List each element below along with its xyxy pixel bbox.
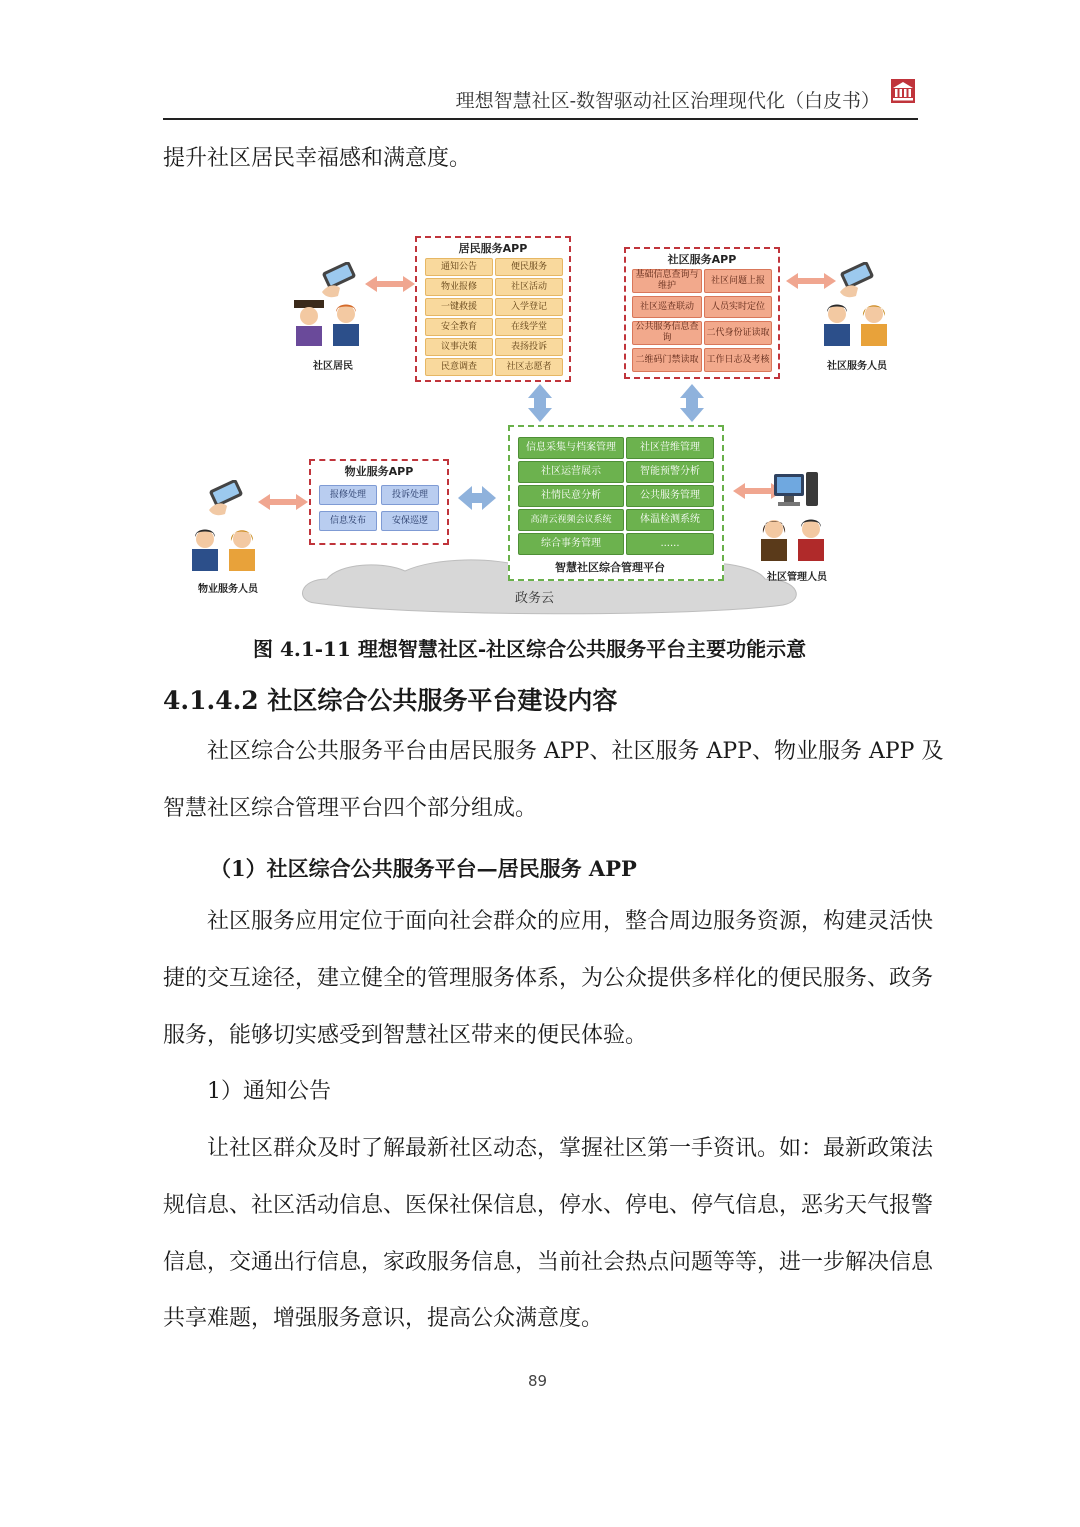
- running-header: 理想智慧社区-数智驱动社区治理现代化（白皮书）: [455, 90, 880, 112]
- resident-app-title: 居民服务APP: [458, 242, 528, 255]
- smartphone-icon: [318, 262, 360, 302]
- platform-item: 社情民意分析: [518, 485, 624, 507]
- community-item: 社区巡查联动: [632, 296, 702, 318]
- diagram-arrows: [0, 0, 1080, 630]
- resident-item: 便民服务: [495, 258, 563, 276]
- double-arrow-icon: [258, 494, 308, 510]
- cloud-label: 政务云: [515, 591, 555, 606]
- resident-item: 表扬投诉: [495, 338, 563, 356]
- resident-item: 通知公告: [425, 258, 493, 276]
- section-heading: 4.1.4.2 社区综合公共服务平台建设内容: [163, 686, 618, 715]
- paragraph-line: 让社区群众及时了解最新社区动态，掌握社区第一手资讯。如：最新政策法: [207, 1136, 934, 1161]
- paragraph-line: 服务，能够切实感受到智慧社区带来的便民体验。: [163, 1023, 648, 1048]
- resident-item: 民意调查: [425, 358, 493, 376]
- vertical-arrow-icon: [528, 384, 552, 422]
- double-arrow-icon: [365, 276, 415, 292]
- role-community-staff: 社区服务人员: [827, 361, 887, 372]
- community-item: 社区问题上报: [704, 269, 772, 293]
- role-property-staff: 物业服务人员: [198, 584, 258, 595]
- property-item: 信息发布: [319, 511, 377, 531]
- platform-item: 综合事务管理: [518, 533, 624, 555]
- role-managers: 社区管理人员: [767, 572, 827, 583]
- platform-title: 智慧社区综合管理平台: [555, 561, 665, 574]
- platform-item: 信息采集与档案管理: [518, 437, 624, 459]
- resident-item: 入学登记: [495, 298, 563, 316]
- property-item: 报修处理: [319, 485, 377, 505]
- intro-line: 提升社区居民幸福感和满意度。: [163, 146, 472, 171]
- paragraph-line: 信息，交通出行信息，家政服务信息，当前社会热点问题等等，进一步解决信息: [163, 1250, 934, 1275]
- community-app-title: 社区服务APP: [667, 253, 737, 266]
- property-item: 安保巡逻: [381, 511, 439, 531]
- property-app-title: 物业服务APP: [344, 465, 414, 478]
- page-number: 89: [528, 1372, 548, 1390]
- property-staff-avatar: [186, 525, 266, 571]
- paragraph-line: 社区服务应用定位于面向社会群众的应用，整合周边服务资源，构建灵活快: [207, 909, 934, 934]
- resident-item: 一键救援: [425, 298, 493, 316]
- platform-item: 社区营维管理: [626, 437, 714, 459]
- resident-item: 安全教育: [425, 318, 493, 336]
- smartphone-icon: [205, 480, 247, 520]
- platform-item: 社区运营展示: [518, 461, 624, 483]
- resident-item: 议事决策: [425, 338, 493, 356]
- paragraph-line: 共享难题，增强服务意识，提高公众满意度。: [163, 1306, 604, 1331]
- paragraph-line: 捷的交互途径，建立健全的管理服务体系，为公众提供多样化的便民服务、政务: [163, 966, 934, 991]
- vertical-arrow-icon: [680, 384, 704, 422]
- community-item: 二维码门禁读取: [632, 348, 702, 372]
- resident-item: 社区活动: [495, 278, 563, 296]
- paragraph-line: 规信息、社区活动信息、医保社保信息，停水、停电、停气信息，恶劣天气报警: [163, 1193, 934, 1218]
- resident-item: 在线学堂: [495, 318, 563, 336]
- paragraph-line: 社区综合公共服务平台由居民服务 APP、社区服务 APP、物业服务 APP 及: [207, 739, 944, 764]
- managers-avatar: [755, 515, 835, 561]
- smartphone-icon: [836, 262, 878, 302]
- platform-item: 高清云视频会议系统: [518, 509, 624, 531]
- community-item: 人员实时定位: [704, 296, 772, 318]
- community-item: 二代身份证读取: [704, 321, 772, 345]
- computer-icon: [772, 470, 820, 512]
- figure-caption: 图 4.1-11 理想智慧社区-社区综合公共服务平台主要功能示意: [253, 637, 807, 661]
- platform-item: ......: [626, 533, 714, 555]
- platform-item: 公共服务管理: [626, 485, 714, 507]
- platform-item: 体温检测系统: [626, 509, 714, 531]
- platform-diagram: [0, 0, 1080, 630]
- resident-item: 物业报修: [425, 278, 493, 296]
- double-arrow-icon: [786, 273, 836, 289]
- item-title: 1）通知公告: [207, 1079, 331, 1104]
- community-item: 公共服务信息查询: [632, 321, 702, 345]
- resident-item: 社区志愿者: [495, 358, 563, 376]
- subheading: （1）社区综合公共服务平台—居民服务 APP: [210, 856, 637, 881]
- role-residents: 社区居民: [313, 361, 353, 372]
- platform-item: 智能预警分析: [626, 461, 714, 483]
- community-item: 基础信息查询与维护: [632, 269, 702, 293]
- community-item: 工作日志及考核: [704, 348, 772, 372]
- property-item: 投诉处理: [381, 485, 439, 505]
- community-staff-avatar: [818, 300, 898, 346]
- residents-avatar: [290, 300, 370, 346]
- horizontal-arrow-icon: [458, 486, 496, 510]
- paragraph-line: 智慧社区综合管理平台四个部分组成。: [163, 796, 538, 821]
